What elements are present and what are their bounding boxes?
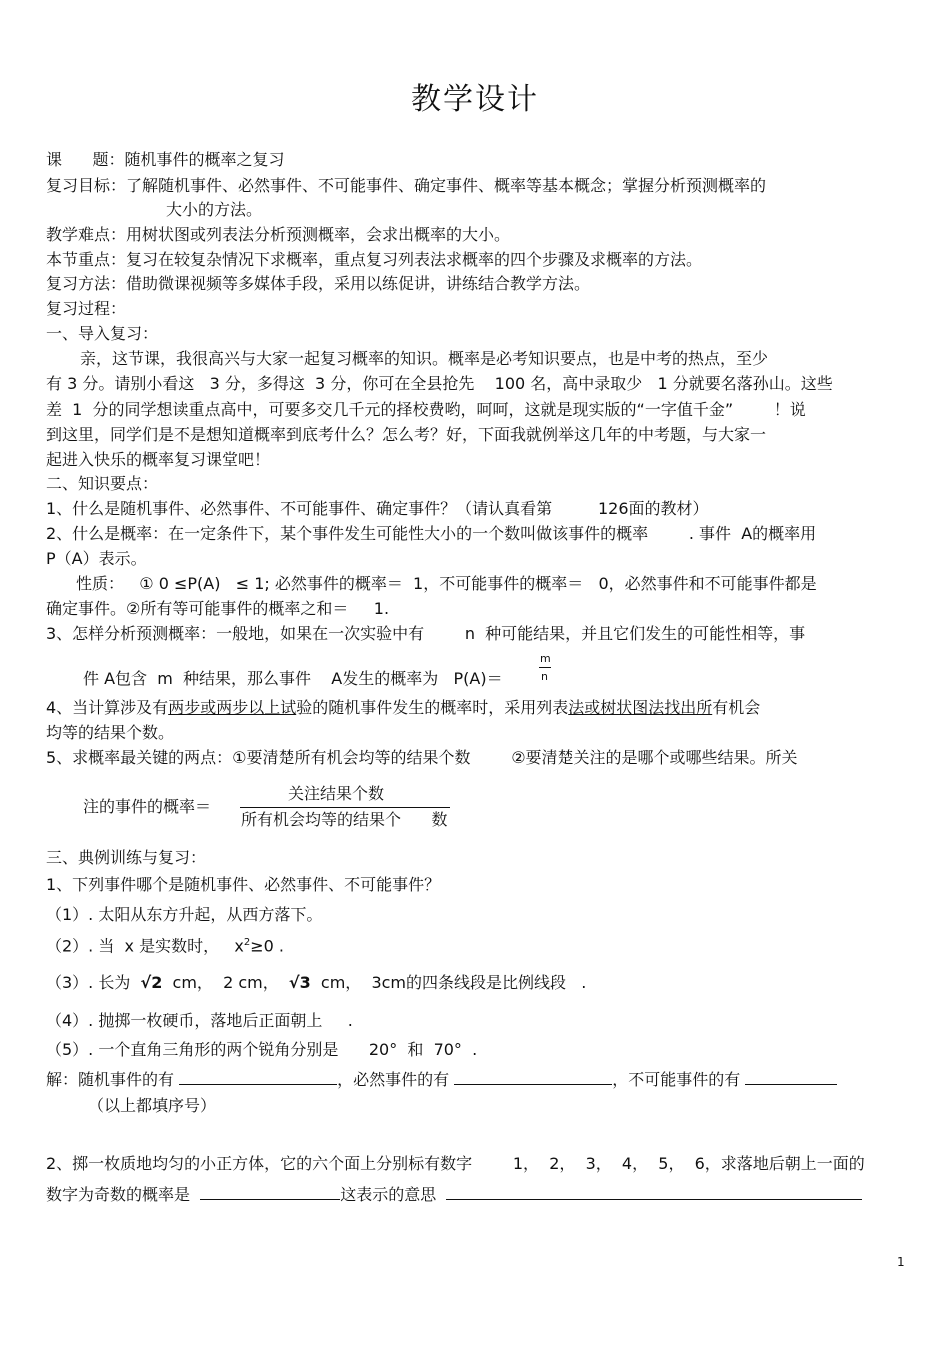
item4-underlined-text: 两步或两步以上试 <box>168 698 297 717</box>
intro-paragraph-line: 到这里，同学们是不是想知道概率到底考什么？怎么考？好，下面我就例举这几年的中考题，与大家一 <box>46 425 767 444</box>
property-line: 性质： ① 0 ≤P(A) ≤ 1; 必然事件的概率＝ 1，不可能事件的概率＝ 0，必然事件和不可能事件都是 <box>76 574 817 593</box>
sqrt-two: √2 <box>140 973 163 992</box>
method-line: 复习方法：借助微课视频等多媒体手段，采用以练促讲，讲练结合教学方法。 <box>46 274 591 293</box>
knowledge-item-3: 3、怎样分析预测概率：一般地，如果在一次实验中有 n 种可能结果，并且它们发生的可能性相等，事 <box>46 624 806 643</box>
property-line-cont: 确定事件。②所有等可能事件的概率之和＝ 1. <box>46 599 390 618</box>
question-1: 1、下列事件哪个是随机事件、必然事件、不可能事件？ <box>46 875 441 894</box>
item4-text: 4、当计算涉及有 <box>46 698 169 717</box>
option-text: （2）. 当 x 是实数时， x <box>46 936 244 956</box>
impossible-events-blank[interactable] <box>745 1068 837 1085</box>
section2-heading: 二、知识要点： <box>46 474 159 493</box>
question-2-cont <box>46 1183 862 1205</box>
answer-label: ，必然事件的有 <box>337 1070 450 1089</box>
option-text: ≥0 . <box>250 936 284 956</box>
answer-line <box>46 1068 837 1090</box>
section1-heading: 一、导入复习： <box>46 324 159 343</box>
topic-line: 课 题：随机事件的概率之复习 <box>46 150 285 169</box>
question-1-option: （5）. 一个直角三角形的两个锐角分别是 20° 和 70° . <box>46 1040 478 1059</box>
document-title: 教学设计 <box>411 82 539 117</box>
probability-formula-numerator: 关注结果个数 <box>288 784 385 803</box>
probability-fraction-bar <box>240 807 450 808</box>
intro-paragraph-line: 差 1 分的同学想读重点高中，可要多交几千元的择校费哟，呵呵，这就是现实版的“一字值千金” ！说 <box>46 400 806 419</box>
random-events-blank[interactable] <box>179 1068 337 1085</box>
knowledge-item-5: 5、求概率最关键的两点：①要清楚所有机会均等的结果个数 ②要清楚关注的是哪个或哪些结果。所关 <box>46 748 798 767</box>
goal-line: 复习目标：了解随机事件、必然事件、不可能事件、确定事件、概率等基本概念；掌握分析预测概率的 <box>46 176 767 195</box>
option-text: cm， 3cm的四条线段是比例线段 . <box>310 973 587 992</box>
certain-events-blank[interactable] <box>454 1068 612 1085</box>
focus-line: 本节重点：复习在较复杂情况下求概率，重点复习列表法求概率的四个步骤及求概率的方法。 <box>46 250 703 269</box>
process-label: 复习过程： <box>46 299 127 318</box>
meaning-blank[interactable] <box>446 1183 862 1200</box>
question-1-option: （1）. 太阳从东方升起，从西方落下。 <box>46 905 323 924</box>
question-1-option <box>46 933 284 956</box>
odd-probability-blank[interactable] <box>200 1183 340 1200</box>
knowledge-item-2: 2、什么是概率：在一定条件下，某个事件发生可能性大小的一个数叫做该事件的概率 . 事件 A的概率用 <box>46 524 817 543</box>
item4-text: 有机会 <box>712 698 761 717</box>
page-number: 1 <box>897 1255 905 1269</box>
intro-paragraph-line: 亲，这节课，我很高兴与大家一起复习概率的知识。概率是必考知识要点，也是中考的热点，至少 <box>80 349 769 368</box>
item4-text: 验的随机事件发生的概率时，采用列表 <box>296 698 569 717</box>
item4-underlined-text: 法或树状图法找出所 <box>568 698 713 717</box>
intro-paragraph-line: 有 3 分。请别小看这 3 分，多得这 3 分，你可在全县抢先 100 名，高中录取少 1 分就要名落孙山。这些 <box>46 374 833 393</box>
knowledge-item-4 <box>46 698 760 718</box>
knowledge-item-2-cont: P（A）表示。 <box>46 549 147 568</box>
question-2-text: 数字为奇数的概率是 <box>46 1185 191 1204</box>
option-text: cm， 2 cm， <box>162 973 289 992</box>
superscript: 2 <box>243 937 251 948</box>
knowledge-item-1: 1、什么是随机事件、必然事件、不可能事件、确定事件？（请认真看第 126面的教材） <box>46 499 709 518</box>
fraction-bar <box>539 667 551 668</box>
answer-label: 解：随机事件的有 <box>46 1070 175 1089</box>
fraction-denominator: n <box>541 670 548 683</box>
knowledge-item-3-formula: 件 A包含 m 种结果，那么事件 A发生的概率为 P(A)＝ <box>83 669 503 688</box>
knowledge-item-4-cont: 均等的结果个数。 <box>46 723 175 742</box>
section3-heading: 三、典例训练与复习： <box>46 848 207 867</box>
intro-paragraph-line: 起进入快乐的概率复习课堂吧！ <box>46 450 271 469</box>
goal-line-cont: 大小的方法。 <box>166 200 263 219</box>
fraction-numerator: m <box>540 652 551 665</box>
question-2-text: 这表示的意思 <box>340 1185 437 1204</box>
option-text: （3）. 长为 <box>46 973 141 992</box>
probability-formula-lhs: 注的事件的概率＝ <box>83 797 212 816</box>
answer-label: ，不可能事件的有 <box>612 1070 741 1089</box>
probability-formula-denominator: 所有机会均等的结果个 数 <box>241 810 448 829</box>
question-1-option <box>46 973 586 993</box>
question-1-option: （4）. 抛掷一枚硬币，落地后正面朝上 . <box>46 1011 353 1030</box>
sqrt-three: √3 <box>288 973 311 992</box>
difficulty-line: 教学难点：用树状图或列表法分析预测概率，会求出概率的大小。 <box>46 225 511 244</box>
question-2: 2、掷一枚质地均匀的小正方体，它的六个面上分别标有数字 1， 2， 3， 4， 5， 6，求落地后朝上一面的 <box>46 1154 865 1173</box>
answer-note: （以上都填序号） <box>88 1096 217 1115</box>
